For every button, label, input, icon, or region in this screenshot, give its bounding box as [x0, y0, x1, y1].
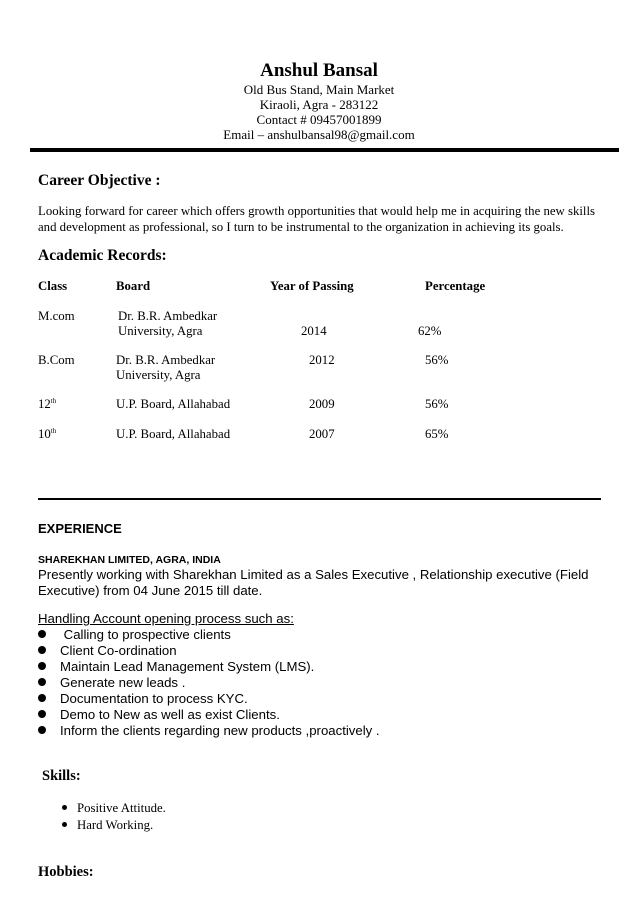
bullet-icon [38, 630, 46, 638]
column-class: Class [38, 279, 68, 293]
hobbies-heading: Hobbies: [38, 864, 94, 880]
row-year: 2007 [309, 427, 335, 441]
row-percentage: 65% [425, 427, 449, 441]
career-line-1: Looking forward for career which offers growth opportunities that would help me in acquiring the new skills [38, 204, 595, 218]
row-percentage: 62% [418, 324, 442, 338]
address-line-1: Old Bus Stand, Main Market [243, 82, 395, 97]
career-objective-text [38, 203, 603, 235]
row-board: U.P. Board, Allahabad [116, 397, 231, 411]
company-name: SHAREKHAN LIMITED, AGRA, INDIA [38, 554, 221, 566]
row-board: Dr. B.R. Ambedkar University, Agra [116, 353, 216, 382]
column-year: Year of Passing [270, 279, 354, 293]
row-class: 12th [38, 397, 57, 411]
bullet-icon [38, 678, 46, 686]
row-class: M.com [38, 309, 75, 323]
email-address: Email – anshulbansal98@gmail.com [223, 127, 415, 142]
list-item: Hard Working. [62, 818, 153, 833]
row-board: Dr. B.R. Ambedkar University, Agra [118, 309, 218, 338]
bullet-icon [62, 822, 67, 827]
candidate-name: Anshul Bansal [260, 60, 378, 81]
list-item: Positive Attitude. [62, 801, 166, 816]
contact-number: Contact # 09457001899 [256, 112, 382, 127]
experience-heading: EXPERIENCE [38, 521, 122, 536]
bullet-icon [38, 726, 46, 734]
skills-heading: Skills: [42, 768, 81, 784]
list-item: Client Co-ordination [38, 643, 177, 659]
academic-records-heading: Academic Records: [38, 247, 167, 264]
bullet-icon [38, 694, 46, 702]
row-board: U.P. Board, Allahabad [116, 427, 231, 441]
bullet-icon [38, 646, 46, 654]
responsibilities-heading: Handling Account opening process such as: [38, 611, 294, 626]
list-item: Inform the clients regarding new products ,proactively . [38, 723, 380, 739]
column-percentage: Percentage [425, 279, 486, 293]
experience-description: Presently working with Sharekhan Limited as a Sales Executive , Relationship executive (Field Executive) from 04 June 2015 till date. [38, 567, 589, 598]
row-year: 2009 [309, 397, 335, 411]
address-line-2: Kiraoli, Agra - 283122 [259, 97, 379, 112]
bullet-icon [62, 805, 67, 810]
row-percentage: 56% [425, 397, 449, 411]
row-year: 2014 [301, 324, 327, 338]
list-item: Demo to New as well as exist Clients. [38, 707, 280, 723]
list-item: Generate new leads . [38, 675, 185, 691]
section-divider [38, 498, 601, 500]
bullet-icon [38, 662, 46, 670]
row-year: 2012 [309, 353, 335, 367]
career-objective-heading: Career Objective : [38, 172, 161, 189]
list-item: Calling to prospective clients [38, 627, 231, 643]
list-item: Documentation to process KYC. [38, 691, 248, 707]
column-board: Board [116, 279, 151, 293]
row-class: 10th [38, 427, 57, 441]
career-line-2: and development as professional, so I turn to be instrumental to the organization in achieving its goals. [38, 220, 564, 234]
list-item: Maintain Lead Management System (LMS). [38, 659, 314, 675]
bullet-icon [38, 710, 46, 718]
row-class: B.Com [38, 353, 75, 367]
row-percentage: 56% [425, 353, 449, 367]
header-divider [30, 148, 619, 152]
